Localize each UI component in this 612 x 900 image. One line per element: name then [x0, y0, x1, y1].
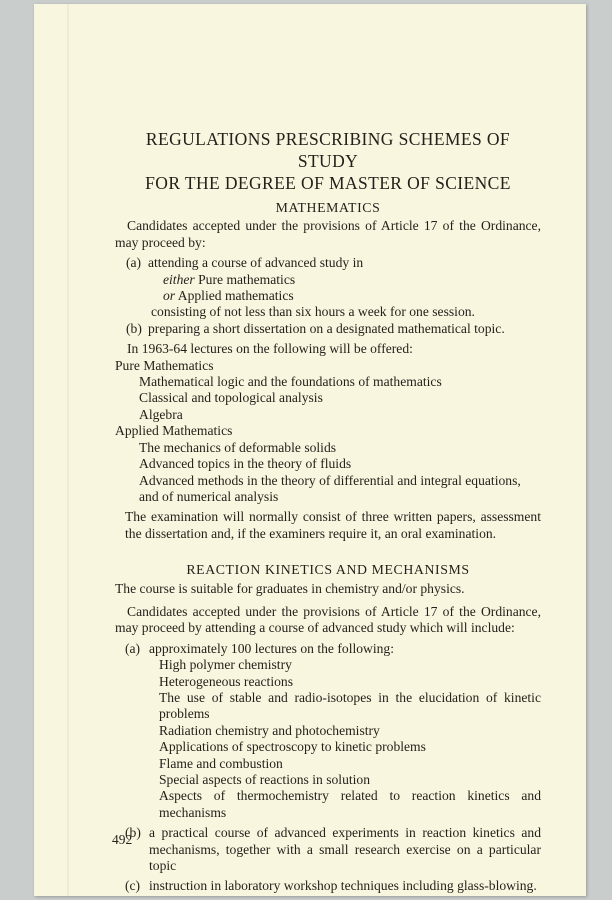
document-title [115, 128, 541, 194]
reaction-kinetics-item-a [125, 641, 541, 657]
title-line-2: FOR THE DEGREE OF MASTER OF SCIENCE [145, 173, 511, 193]
applied-topic: Advanced topics in the theory of fluids [139, 456, 352, 472]
page-number: 492 [112, 832, 133, 847]
pure-topic: Mathematical logic and the foundations of mathematics [139, 374, 442, 390]
kinetics-topic: Radiation chemistry and photochemistry [159, 722, 380, 738]
page-content [115, 128, 541, 895]
kinetics-topic: Aspects of thermochemistry related to reaction kinetics and mechanisms [159, 788, 541, 820]
item-text: preparing a short dissertation on a designated mathematical topic. [148, 320, 505, 336]
either-word: either [163, 271, 195, 287]
kinetics-topic: Special aspects of reactions in solution [159, 772, 371, 787]
item-label: (c) [125, 878, 141, 894]
mathematics-item-b [126, 321, 541, 337]
item-text: attending a course of advanced study in [148, 255, 364, 271]
item-text: instruction in laboratory workshop techniques including glass-blowing. [149, 878, 537, 894]
pure-topic: Classical and topological analysis [139, 390, 323, 406]
kinetics-topic: High polymer chemistry [159, 657, 292, 673]
item-text: approximately 100 lectures on the following: [149, 640, 395, 656]
or-word: or [163, 288, 176, 304]
reaction-kinetics-item-c [125, 878, 541, 894]
reaction-kinetics-item-b [125, 825, 541, 874]
title-line-1: REGULATIONS PRESCRIBING SCHEMES OF STUDY [145, 129, 511, 171]
kinetics-topic: Flame and combustion [159, 755, 283, 771]
item-label: (a) [125, 640, 141, 656]
mathematics-item-a [126, 255, 541, 271]
item-text: a practical course of advanced experiments in reaction kinetics and mechanisms, together with a small research exercise on a particular topic [149, 825, 541, 874]
option-either [163, 272, 541, 288]
item-label: (a) [126, 255, 142, 271]
applied-topic: The mechanics of deformable solids [139, 439, 337, 455]
mathematics-heading: MATHEMATICS [275, 200, 381, 215]
reaction-kinetics-heading: REACTION KINETICS AND MECHANISMS [186, 562, 470, 578]
pure-topic: Algebra [139, 406, 183, 422]
kinetics-topic: Heterogeneous reactions [159, 673, 293, 689]
reaction-kinetics-intro: Candidates accepted under the provisions of Article 17 of the Ordinance, may proceed by attending a course of advanced study which will include: [115, 603, 541, 636]
kinetics-topic: The use of stable and radio-isotopes in the elucidation of kinetic problems [159, 689, 541, 722]
kinetics-topic: Applications of spectroscopy to kinetic problems [159, 739, 426, 755]
applied-topic: Advanced methods in the theory of differential and integral equations, and of numerical analysis [139, 472, 521, 504]
option-or [163, 288, 541, 304]
lectures-intro: In 1963-64 lectures on the following will be offered: [127, 341, 413, 357]
examination-text: The examination will normally consist of three written papers, assessment the dissertation and, if the examiners require it, an oral examination. [125, 509, 541, 541]
suitability-text: The course is suitable for graduates in chemistry and/or physics. [115, 580, 465, 596]
item-label: (b) [126, 320, 142, 336]
applied-mathematics-heading: Applied Mathematics [115, 423, 233, 439]
item-label: (b) [125, 825, 141, 841]
either-text: Pure mathematics [198, 271, 296, 287]
or-text: Applied mathematics [177, 288, 294, 304]
pure-mathematics-heading: Pure Mathematics [115, 357, 214, 373]
consisting-text: consisting of not less than six hours a week for one session. [151, 304, 475, 320]
mathematics-intro: Candidates accepted under the provisions of Article 17 of the Ordinance, may proceed by: [115, 218, 541, 250]
